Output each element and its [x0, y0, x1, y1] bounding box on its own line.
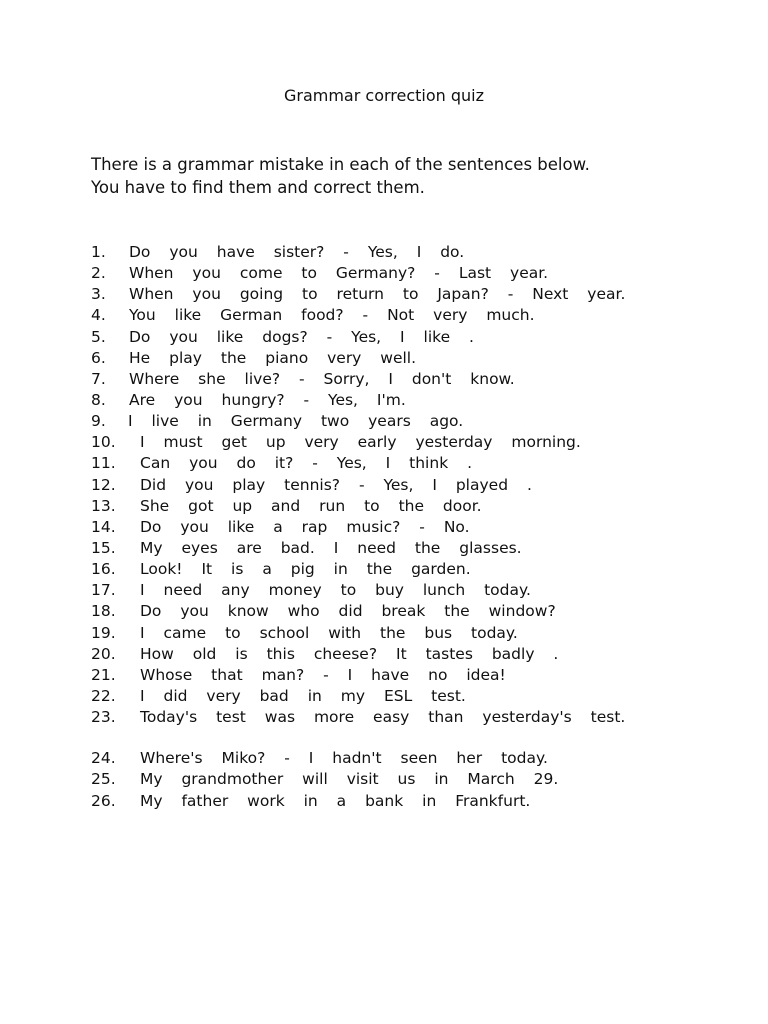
- item-sentence: Do you like dogs? - Yes, I like .: [129, 327, 474, 346]
- list-item: [91, 390, 711, 411]
- item-number: 7.: [91, 369, 106, 388]
- list-item: [91, 791, 711, 812]
- list-item: [91, 305, 711, 326]
- list-item: [91, 348, 711, 369]
- item-number: 1.: [91, 243, 106, 261]
- item-sentence: Where she live? - Sorry, I don't know.: [129, 369, 515, 388]
- item-number: 16.: [91, 560, 116, 579]
- item-sentence: I live in Germany two years ago.: [128, 412, 464, 431]
- item-number: 23.: [91, 708, 116, 727]
- item-number: 15.: [91, 538, 116, 557]
- item-number: 21.: [91, 665, 116, 684]
- item-sentence: Can you do it? - Yes, I think .: [140, 454, 473, 473]
- item-sentence: Did you play tennis? - Yes, I played .: [140, 475, 532, 494]
- quiz-list: [91, 242, 711, 812]
- list-item: [91, 686, 711, 707]
- item-sentence: Do you know who did break the window?: [140, 602, 556, 621]
- item-number: 11.: [91, 454, 116, 473]
- instruction-line: You have to find them and correct them.: [91, 178, 425, 197]
- list-item: [91, 538, 711, 559]
- item-number: 8.: [91, 390, 106, 409]
- item-number: 2.: [91, 264, 106, 283]
- item-sentence: You like German food? - Not very much.: [129, 306, 535, 325]
- item-sentence: How old is this cheese? It tastes badly .: [140, 644, 559, 663]
- item-sentence: He play the piano very well.: [129, 348, 417, 367]
- instruction-line: There is a grammar mistake in each of the sentences below.: [91, 155, 590, 174]
- item-sentence: Do you like a rap music? - No.: [140, 517, 470, 536]
- item-number: 26.: [91, 791, 116, 810]
- item-number: 18.: [91, 602, 116, 621]
- item-sentence: Do you have sister? - Yes, I do.: [129, 243, 465, 261]
- item-sentence: I came to school with the bus today.: [140, 623, 518, 642]
- item-number: 22.: [91, 686, 116, 705]
- list-item: [91, 623, 711, 644]
- item-number: 13.: [91, 496, 116, 515]
- item-number: 9.: [91, 412, 106, 431]
- list-item: [91, 580, 711, 601]
- list-item: [91, 644, 711, 665]
- list-item: [91, 263, 711, 284]
- list-item: [91, 559, 711, 580]
- list-item: [91, 453, 711, 474]
- item-number: 5.: [91, 327, 106, 346]
- list-item: [91, 432, 711, 453]
- item-sentence: My father work in a bank in Frankfurt.: [140, 791, 531, 810]
- list-item: [91, 665, 711, 686]
- item-sentence: Whose that man? - I have no idea!: [140, 665, 506, 684]
- item-number: 12.: [91, 475, 116, 494]
- list-item: [91, 769, 711, 790]
- item-number: 4.: [91, 306, 106, 325]
- page-title: Grammar correction quiz: [283, 86, 485, 105]
- item-number: 24.: [91, 749, 116, 768]
- item-number: 20.: [91, 644, 116, 663]
- instructions: [91, 153, 691, 199]
- item-number: 3.: [91, 285, 106, 304]
- item-sentence: I did very bad in my ESL test.: [140, 686, 466, 705]
- item-sentence: She got up and run to the door.: [140, 496, 482, 515]
- item-number: 19.: [91, 623, 116, 642]
- item-number: 6.: [91, 348, 106, 367]
- item-sentence: Look! It is a pig in the garden.: [140, 560, 471, 579]
- list-item: [91, 411, 711, 432]
- list-item: [91, 496, 711, 517]
- list-item: [91, 369, 711, 390]
- item-number: 10.: [91, 433, 116, 452]
- list-item: [91, 517, 711, 538]
- item-sentence: Where's Miko? - I hadn't seen her today.: [140, 749, 548, 768]
- item-sentence: I need any money to buy lunch today.: [140, 581, 531, 600]
- item-sentence: My grandmother will visit us in March 29.: [140, 770, 559, 789]
- item-sentence: When you going to return to Japan? - Next year.: [129, 285, 626, 304]
- item-number: 14.: [91, 517, 116, 536]
- list-item: [91, 284, 711, 305]
- list-item: [91, 707, 711, 728]
- list-item: [91, 327, 711, 348]
- item-sentence: Today's test was more easy than yesterday's test.: [140, 708, 626, 727]
- item-sentence: My eyes are bad. I need the glasses.: [140, 538, 522, 557]
- item-number: 17.: [91, 581, 116, 600]
- list-item: [91, 475, 711, 496]
- item-sentence: When you come to Germany? - Last year.: [129, 264, 549, 283]
- item-sentence: Are you hungry? - Yes, I'm.: [129, 390, 406, 409]
- list-item: [91, 748, 711, 769]
- list-item: [91, 242, 711, 263]
- list-item: [91, 601, 711, 622]
- item-sentence: I must get up very early yesterday morning.: [140, 433, 581, 452]
- item-number: 25.: [91, 770, 116, 789]
